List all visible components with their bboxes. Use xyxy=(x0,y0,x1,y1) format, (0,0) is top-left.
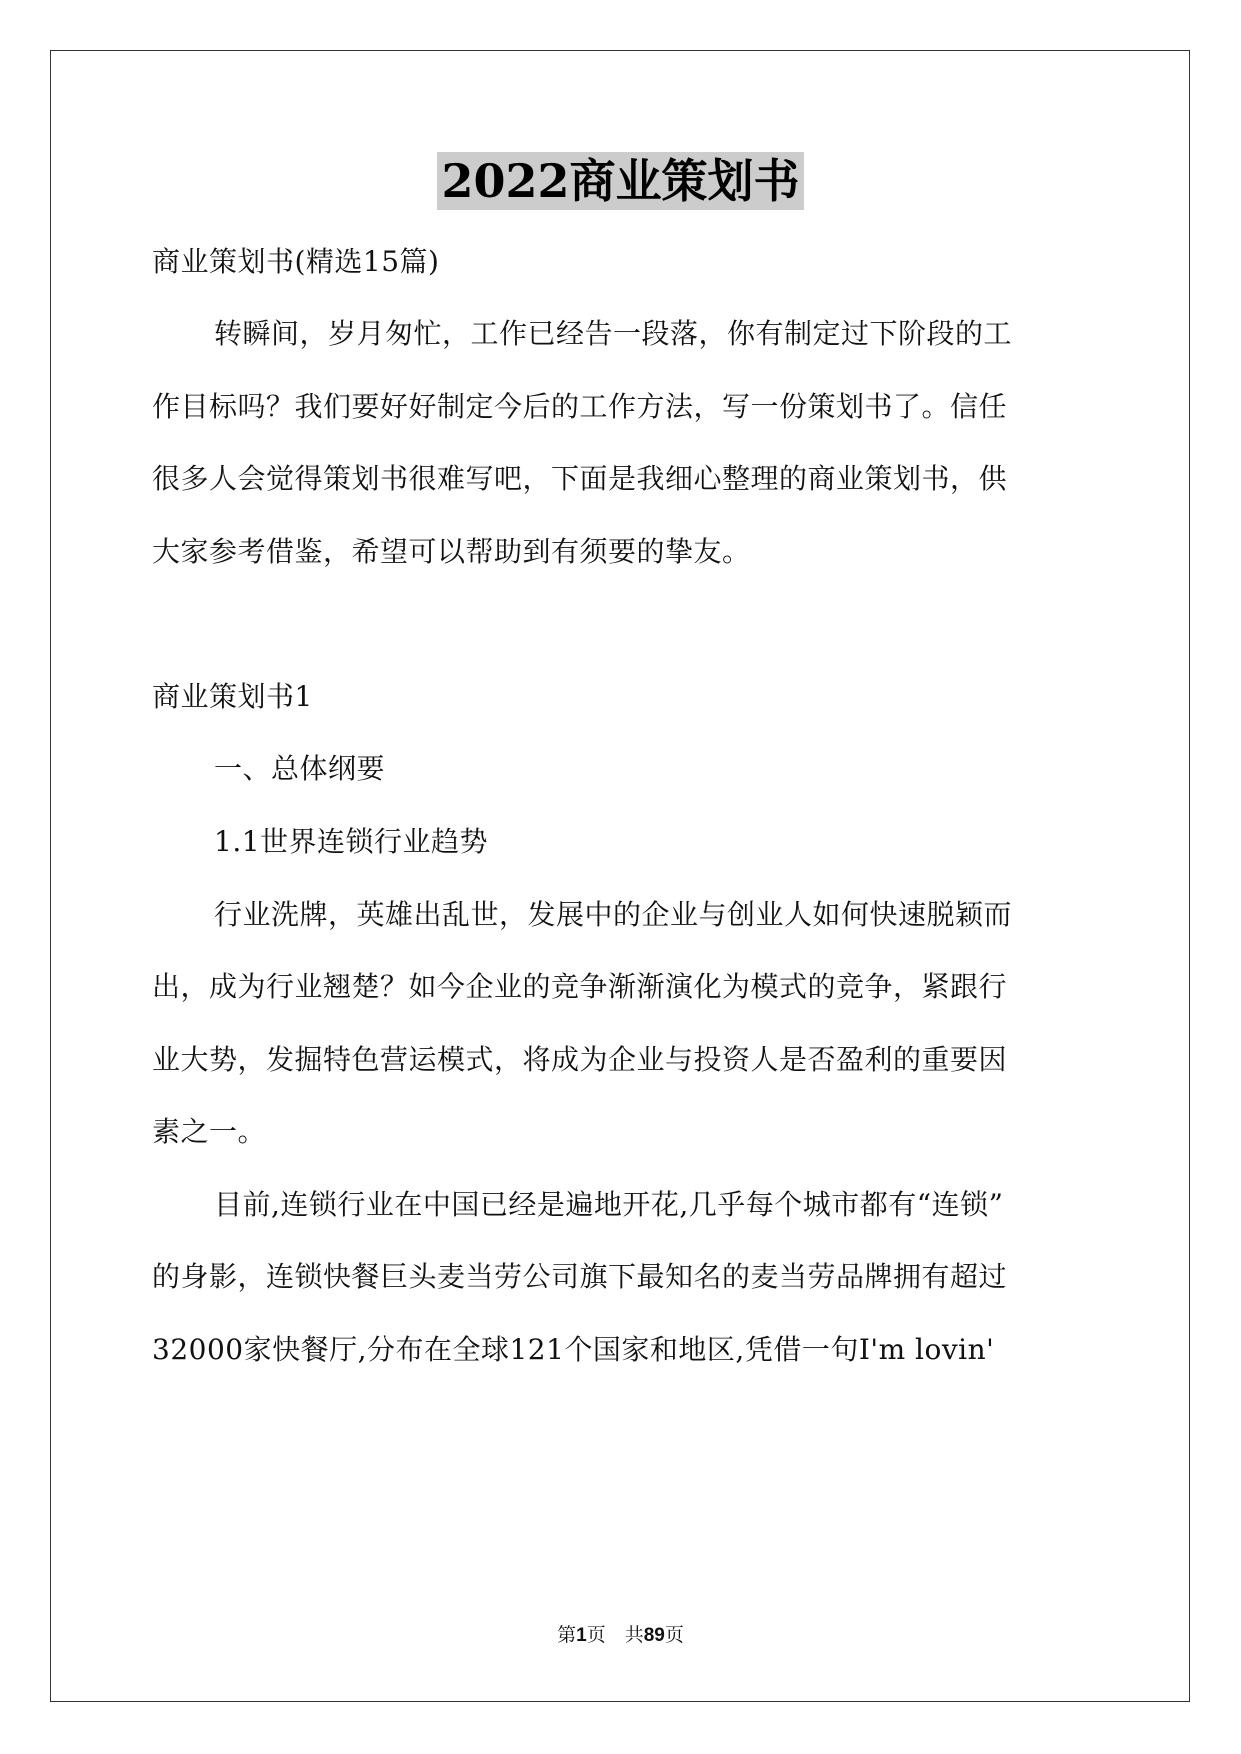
paragraph-line: 的身影，连锁快餐巨头麦当劳公司旗下最知名的麦当劳品牌拥有超过 xyxy=(152,1260,1008,1293)
paragraph-line: 大家参考借鉴，希望可以帮助到有须要的挚友。 xyxy=(152,535,751,568)
paragraph-line: 32000家快餐厅,分布在全球121个国家和地区,凭借一句I'm lovin' xyxy=(152,1333,995,1366)
paragraph-line: 很多人会觉得策划书很难写吧，下面是我细心整理的商业策划书，供 xyxy=(152,462,1008,495)
footer-suffix: 页 xyxy=(664,1624,684,1646)
paragraph-line: 目前,连锁行业在中国已经是遍地开花,几乎每个城市都有“连锁” xyxy=(214,1188,1004,1221)
paragraph-line: 行业洗牌，英雄出乱世，发展中的企业与创业人如何快速脱颖而 xyxy=(214,898,1013,931)
paragraph-line: 作目标吗？我们要好好制定今后的工作方法，写一份策划书了。信任 xyxy=(152,390,1008,423)
footer-mid: 页 共 xyxy=(586,1624,644,1646)
footer-prefix: 第 xyxy=(557,1624,577,1646)
page-border xyxy=(50,50,1190,1702)
paragraph-line: 转瞬间，岁月匆忙，工作已经告一段落，你有制定过下阶段的工 xyxy=(214,317,1013,350)
page-footer xyxy=(0,1620,1241,1647)
section-heading: 商业策划书1 xyxy=(152,680,313,713)
paragraph-line: 素之一。 xyxy=(152,1115,267,1148)
document-title: 2022商业策划书 xyxy=(437,152,803,210)
section-subheading: 一、总体纲要 xyxy=(214,752,386,785)
title-container xyxy=(0,152,1241,210)
section-subheading: 1.1世界连锁行业趋势 xyxy=(214,825,489,858)
paragraph-line: 业大势，发掘特色营运模式，将成为企业与投资人是否盈利的重要因 xyxy=(152,1043,1008,1076)
subtitle-line: 商业策划书(精选15篇) xyxy=(152,245,440,278)
total-pages-number: 89 xyxy=(643,1625,665,1646)
current-page-number: 1 xyxy=(576,1625,587,1646)
paragraph-line: 出，成为行业翘楚？如今企业的竞争渐渐演化为模式的竞争，紧跟行 xyxy=(152,970,1008,1003)
